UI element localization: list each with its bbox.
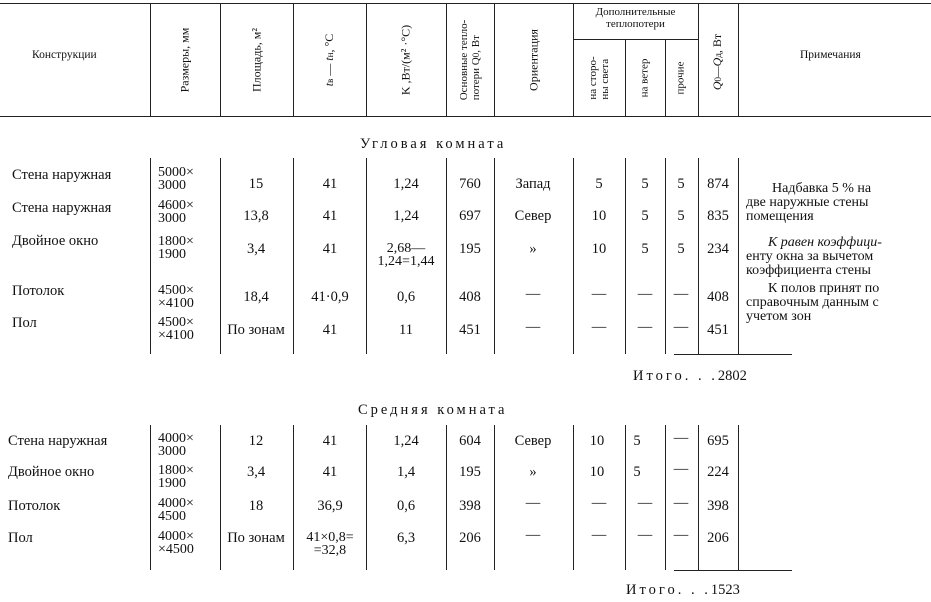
- additional-losses-rule: [573, 39, 698, 40]
- row-size-line1: 4600×: [158, 198, 194, 213]
- row-area: 15: [248, 176, 264, 192]
- row-total: 234: [707, 241, 729, 257]
- row-area: 13,8: [243, 208, 269, 224]
- header-sizes: Размеры, мм: [177, 27, 192, 93]
- row-q0: 408: [459, 289, 481, 305]
- row-size-line1: 4500×: [158, 283, 194, 298]
- row-size: [158, 166, 194, 192]
- total-label: Итого. . .: [633, 368, 718, 384]
- row-add-other: 5: [677, 176, 685, 192]
- row-orientation: —: [525, 495, 541, 511]
- row-total: 451: [707, 322, 729, 338]
- row-k: 1,24: [393, 208, 419, 224]
- row-add-sides: —: [591, 527, 607, 543]
- total-value: 2802: [717, 368, 747, 384]
- header-add-sides-line2: ны света: [599, 58, 611, 100]
- section1-col-rule: [293, 158, 294, 354]
- section-total: [626, 582, 740, 599]
- row-k: 0,6: [396, 498, 416, 514]
- header-additional-line2: теплопотери: [606, 18, 665, 30]
- note-line: справочным данным с: [746, 295, 879, 310]
- row-name: Стена наружная: [8, 433, 108, 449]
- header-add-other: прочие: [674, 61, 687, 95]
- note-line: К равен коэффици-: [768, 235, 882, 250]
- row-size-line1: 5000×: [158, 165, 194, 180]
- row-add-wind: —: [637, 319, 653, 335]
- row-total: 695: [707, 433, 729, 449]
- row-name: Стена наружная: [12, 167, 112, 183]
- row-dt: [306, 531, 353, 557]
- row-add-other: —: [673, 430, 689, 446]
- row-size: [158, 497, 194, 523]
- row-size-line1: 4000×: [158, 529, 194, 544]
- row-k: 1,4: [396, 464, 416, 480]
- header-col-rule: [738, 3, 739, 116]
- row-size: [158, 464, 194, 490]
- row-add-other: 5: [677, 208, 685, 224]
- row-orientation: »: [529, 241, 537, 257]
- row-q0: 697: [459, 208, 481, 224]
- header-base-line2: потери Q: [470, 57, 482, 101]
- row-size-line1: 1800×: [158, 463, 194, 478]
- row-total: 224: [707, 464, 729, 480]
- row-k: 11: [399, 322, 413, 338]
- row-name: Пол: [12, 315, 37, 331]
- row-dt: 36,9: [317, 498, 343, 514]
- header-dt-sub-b: в: [325, 78, 335, 83]
- section1-col-rule: [698, 158, 699, 354]
- row-orientation: —: [525, 527, 541, 543]
- row-size: [158, 432, 194, 458]
- note-line: помещения: [746, 209, 814, 224]
- header-dt-mid: —: [322, 60, 336, 79]
- header-dt-sub-h: н: [325, 52, 335, 58]
- row-add-wind: —: [637, 527, 653, 543]
- row-add-sides: 5: [595, 176, 603, 192]
- row-k: 1,24: [393, 433, 419, 449]
- row-q0: 195: [459, 464, 481, 480]
- row-total: 835: [707, 208, 729, 224]
- row-total: 206: [707, 530, 729, 546]
- row-name: Пол: [8, 530, 33, 546]
- header-sum-subd: д: [713, 53, 723, 58]
- note-line: учетом зон: [746, 309, 812, 324]
- row-add-wind: 5: [633, 464, 641, 480]
- row-dt: 41: [322, 433, 338, 449]
- row-size: [158, 284, 194, 310]
- row-add-sides: 10: [589, 433, 605, 449]
- header-col-rule: [446, 3, 447, 116]
- row-add-sides: —: [591, 319, 607, 335]
- row-add-wind: 5: [641, 208, 649, 224]
- row-size-line2: 1900: [158, 476, 186, 491]
- header-notes: Примечания: [800, 49, 861, 61]
- row-total: 398: [707, 498, 729, 514]
- row-orientation: »: [529, 464, 537, 480]
- section2-col-rule: [293, 425, 294, 570]
- row-area: 12: [248, 433, 264, 449]
- section1-col-rule: [625, 158, 626, 354]
- section1-col-rule: [446, 158, 447, 354]
- section1-col-rule: [150, 158, 151, 354]
- row-q0: 195: [459, 241, 481, 257]
- section1-col-rule: [366, 158, 367, 354]
- section2-col-rule: [625, 425, 626, 570]
- header-sum-sub0: 0: [713, 77, 723, 82]
- section1-col-rule: [494, 158, 495, 354]
- section2-col-rule: [220, 425, 221, 570]
- note-window-k: [746, 236, 882, 278]
- row-dt-line1: 41×0,8=: [306, 530, 354, 545]
- header-orientation: Ориентация: [526, 29, 541, 91]
- row-size-line2: 3000: [158, 211, 186, 226]
- row-size-line2: ×4500: [158, 542, 194, 557]
- header-sum-mid: —Q: [710, 57, 724, 78]
- row-name: Потолок: [8, 498, 61, 514]
- row-dt: 41: [322, 322, 338, 338]
- row-area: По зонам: [227, 322, 285, 338]
- section-total: [633, 368, 747, 385]
- row-q0: 398: [459, 498, 481, 514]
- note-floor-k: [746, 282, 879, 324]
- row-orientation: —: [525, 319, 541, 335]
- note-line: Надбавка 5 % на: [772, 181, 872, 196]
- row-total: 408: [707, 289, 729, 305]
- row-add-other: —: [673, 461, 689, 477]
- note-line: две наружные стены: [746, 195, 869, 210]
- header-dt-unit: , °С: [322, 33, 336, 53]
- row-size-line1: 4500×: [158, 315, 194, 330]
- total-rule: [674, 570, 792, 571]
- row-q0: 451: [459, 322, 481, 338]
- header-additional-losses: [573, 6, 698, 30]
- header-dt-t1: t: [322, 82, 336, 87]
- section-title-middle-room: Средняя комната: [358, 402, 508, 418]
- header-construction: Конструкции: [32, 49, 97, 61]
- row-size-line2: ×4100: [158, 296, 194, 311]
- header-dt-t2: t: [322, 57, 336, 61]
- row-add-other: —: [673, 495, 689, 511]
- header-col-rule: [698, 3, 699, 116]
- row-add-wind: 5: [641, 176, 649, 192]
- row-total: 874: [707, 176, 729, 192]
- row-add-sides: 10: [591, 241, 607, 257]
- row-size: [158, 530, 194, 556]
- row-add-wind: 5: [641, 241, 649, 257]
- row-name: Стена наружная: [12, 200, 112, 216]
- row-add-other: —: [673, 319, 689, 335]
- row-add-other: —: [673, 286, 689, 302]
- section2-col-rule: [366, 425, 367, 570]
- note-line: енту окна за вычетом: [746, 249, 874, 264]
- row-add-wind: —: [637, 495, 653, 511]
- section2-col-rule: [494, 425, 495, 570]
- header-base-sub: 0: [471, 52, 481, 58]
- row-size-line2: 4500: [158, 509, 186, 524]
- header-col-rule: [150, 3, 151, 116]
- row-name: Двойное окно: [12, 233, 99, 249]
- header-col-rule: [494, 3, 495, 116]
- row-dt: 41: [322, 464, 338, 480]
- row-add-sides: 10: [589, 464, 605, 480]
- row-k: [378, 242, 435, 268]
- row-size: [158, 235, 194, 261]
- header-col-rule: [293, 3, 294, 116]
- row-add-other: 5: [677, 241, 685, 257]
- row-dt: 41: [322, 241, 338, 257]
- section1-col-rule: [665, 158, 666, 354]
- row-q0: 760: [459, 176, 481, 192]
- row-orientation: Север: [514, 433, 552, 449]
- row-dt: 41·0,9: [311, 289, 349, 305]
- header-col-rule: [220, 3, 221, 116]
- header-base-losses: [458, 20, 482, 101]
- header-k-coefficient: K ,Вт/(м² ·°С): [398, 24, 413, 96]
- header-area: Площадь, м²: [249, 28, 264, 92]
- header-add-sides-line1: на сторо-: [587, 56, 599, 100]
- row-size: [158, 316, 194, 342]
- row-orientation: Север: [514, 208, 552, 224]
- section1-col-rule: [738, 158, 739, 354]
- row-size-line2: 3000: [158, 178, 186, 193]
- section2-col-rule: [698, 425, 699, 570]
- row-size-line2: ×4100: [158, 328, 194, 343]
- row-size-line2: 1900: [158, 247, 186, 262]
- row-add-sides: 10: [591, 208, 607, 224]
- row-add-other: —: [673, 527, 689, 543]
- section2-col-rule: [150, 425, 151, 570]
- header-additional-line1: Дополнительные: [595, 6, 676, 18]
- section2-col-rule: [665, 425, 666, 570]
- header-top-rule: [0, 3, 931, 4]
- row-k-line2: 1,24=1,44: [377, 254, 435, 269]
- row-size-line1: 1800×: [158, 234, 194, 249]
- header-sum-q: Q: [710, 81, 724, 91]
- header-base-unit: , Вт: [470, 35, 482, 53]
- section2-col-rule: [446, 425, 447, 570]
- total-value: 1523: [710, 582, 740, 598]
- section1-col-rule: [220, 158, 221, 354]
- row-dt: 41: [322, 208, 338, 224]
- row-k-line1: 2,68—: [386, 241, 426, 256]
- row-size-line2: 3000: [158, 444, 186, 459]
- row-area: 18: [248, 498, 264, 514]
- header-add-sides: [587, 56, 611, 99]
- header-base-line2-wrap: [470, 20, 482, 101]
- section1-col-rule: [573, 158, 574, 354]
- row-k: 0,6: [396, 289, 416, 305]
- row-q0: 604: [459, 433, 481, 449]
- header-add-wind: на ветер: [638, 58, 651, 98]
- row-size-line1: 4000×: [158, 496, 194, 511]
- total-label: Итого. . .: [626, 582, 711, 598]
- note-line: К полов принят по: [768, 281, 880, 296]
- row-size: [158, 199, 194, 225]
- section2-col-rule: [573, 425, 574, 570]
- header-base-line1: Основные тепло-: [458, 19, 470, 101]
- total-rule: [674, 354, 792, 355]
- section-title-corner-room: Угловая комната: [360, 136, 507, 152]
- header-col-rule: [665, 39, 666, 116]
- section2-col-rule: [738, 425, 739, 570]
- note-surcharge: [746, 182, 871, 224]
- row-area: По зонам: [227, 530, 285, 546]
- row-add-sides: —: [591, 495, 607, 511]
- row-k: 6,3: [396, 530, 416, 546]
- row-name: Двойное окно: [8, 464, 95, 480]
- row-add-sides: —: [591, 286, 607, 302]
- note-line: коэффициента стены: [746, 263, 871, 278]
- header-bottom-rule: [0, 116, 931, 117]
- row-k: 1,24: [393, 176, 419, 192]
- header-total-losses: [711, 34, 725, 90]
- row-area: 3,4: [246, 241, 266, 257]
- row-area: 3,4: [246, 464, 266, 480]
- row-dt-line2: =32,8: [313, 543, 347, 558]
- row-dt: 41: [322, 176, 338, 192]
- header-col-rule: [625, 39, 626, 116]
- row-size-line1: 4000×: [158, 431, 194, 446]
- header-col-rule: [366, 3, 367, 116]
- row-q0: 206: [459, 530, 481, 546]
- row-add-wind: —: [637, 286, 653, 302]
- header-sum-unit: , Вт: [710, 33, 724, 54]
- row-orientation: —: [525, 286, 541, 302]
- row-area: 18,4: [243, 289, 269, 305]
- row-add-wind: 5: [633, 433, 641, 449]
- row-name: Потолок: [12, 283, 65, 299]
- header-temperature-difference: [323, 34, 337, 87]
- row-orientation: Запад: [515, 176, 551, 192]
